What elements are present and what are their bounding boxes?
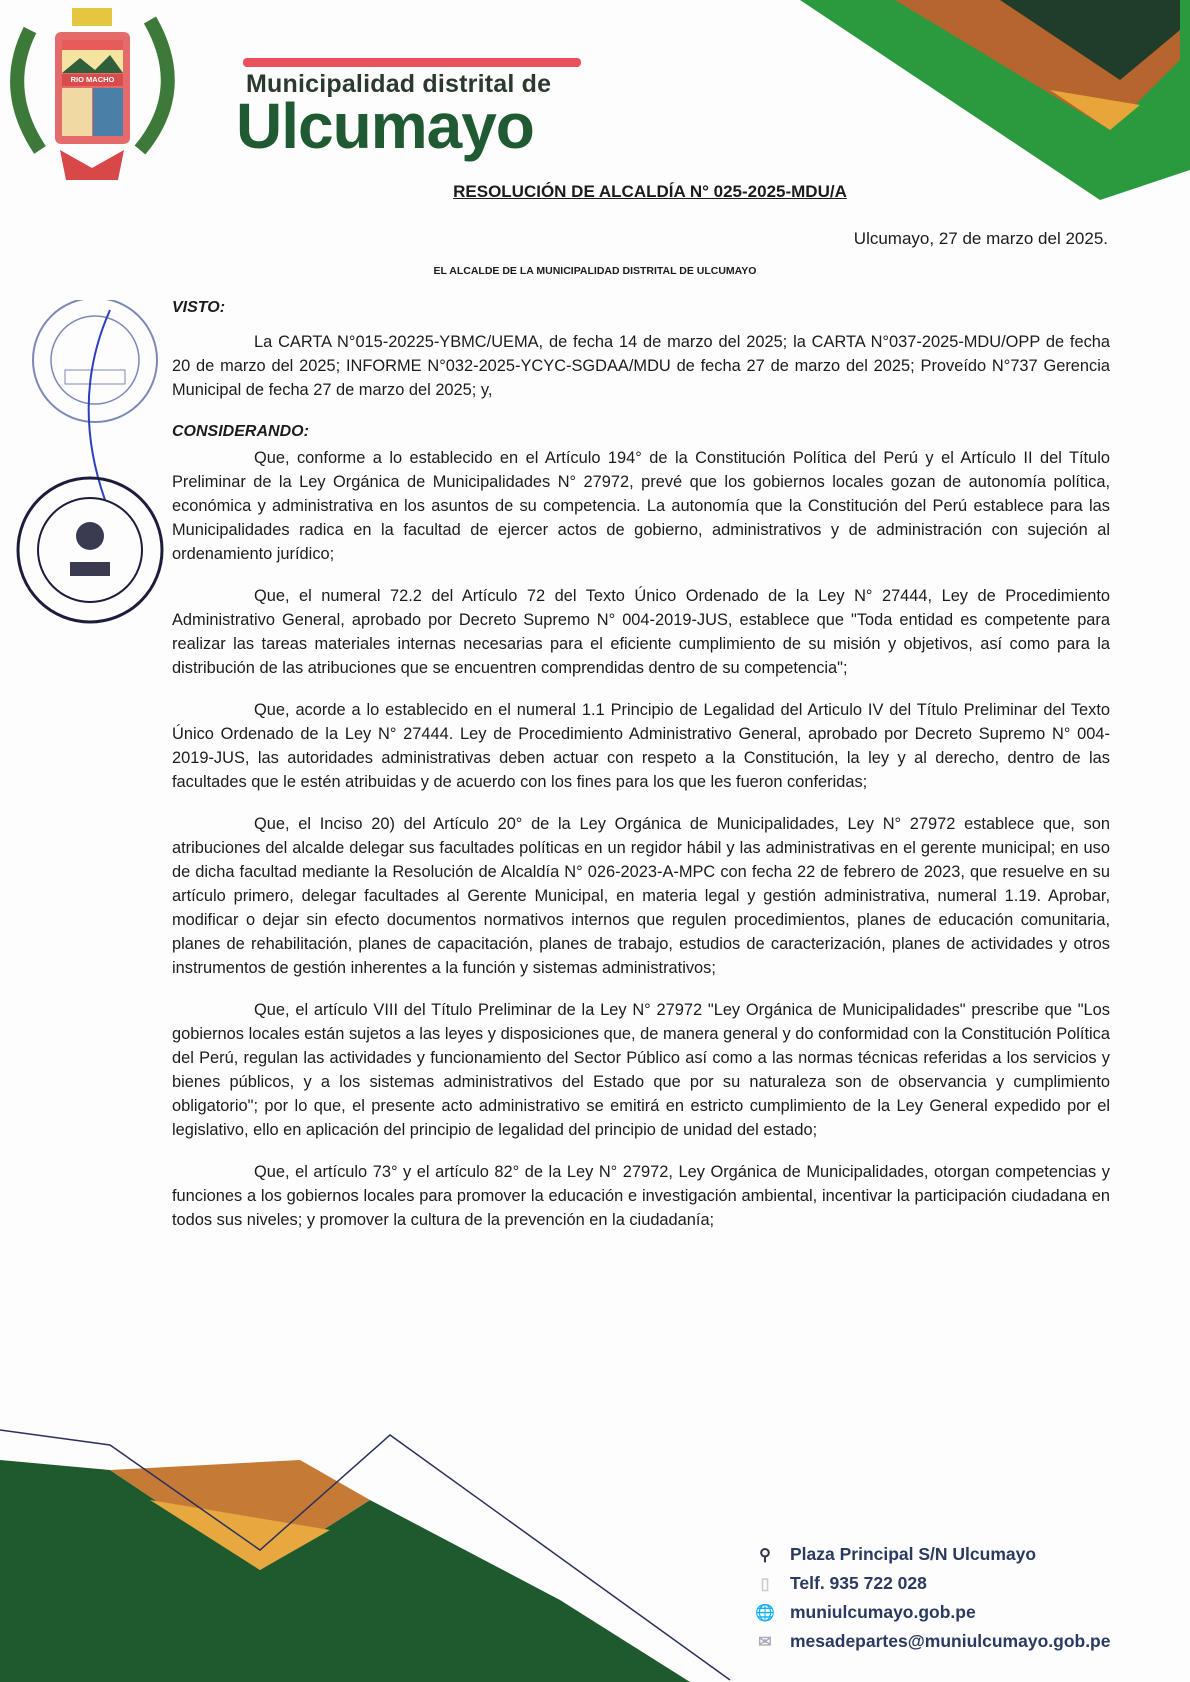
municipal-crest-logo: [0, 0, 185, 185]
visto-heading: VISTO:: [172, 299, 226, 316]
website-link[interactable]: muniulcumayo.gob.pe: [790, 1602, 976, 1622]
resolution-title: RESOLUCIÓN DE ALCALDÍA N° 025-2025-MDU/A: [453, 182, 847, 201]
considerando-paragraph: Que, el numeral 72.2 del Artículo 72 del Texto Único Ordenado de la Ley N° 27444, Ley de Procedimiento Administrativo General, aprobado por Decreto Supremo N° 004-2019-JUS, establece que "Toda entidad es competente para realizar las tareas materiales internas necesarias para el eficiente cumplimiento de su misión y objetivos, así como para la distribución de las atribuciones que se encuentren comprendidas dentro de su competencia";: [172, 587, 1110, 677]
footer-contacts: [754, 1540, 1110, 1656]
considerando-paragraph: Que, acorde a lo establecido en el numeral 1.1 Principio de Legalidad del Articulo IV del Título Preliminar del Texto Único Ordenado de la Ley N° 27444. Ley de Procedimiento Administrativo General, aprobado por Decreto Supremo N° 004-2019-JUS, las autoridades administrativas deben actuar con respeto a la Constitución, la ley y al derecho, dentro de las facultades que le estén atribuidas y de acuerdo con los fines para los que les fueron conferidas;: [172, 701, 1110, 791]
considerando-heading: CONSIDERANDO:: [172, 423, 309, 440]
municipality-subtitle: Municipalidad distrital de: [246, 70, 552, 98]
phone-text: Telf. 935 722 028: [790, 1573, 927, 1593]
considerando-paragraph: Que, conforme a lo establecido en el Artículo 194° de la Constitución Política del Perú y el Artículo II del Título Preliminar de la Ley Orgánica de Municipalidades N° 27972, prevé que los gobiernos locales gozan de autonomía política, económica y administrativa en los asuntos de su competencia. La autonomía que la Constitución del Perú establece para las Municipalidades radica en la facultad de ejercer actos de gobierno, administrativos y de administración con sujeción al ordenamiento jurídico;: [172, 449, 1110, 563]
email-link[interactable]: mesadepartes@muniulcumayo.gob.pe: [790, 1631, 1111, 1651]
address-text: Plaza Principal S/N Ulcumayo: [790, 1544, 1037, 1564]
mail-icon: ✉: [758, 1633, 772, 1651]
considerando-paragraph: Que, el Inciso 20) del Artículo 20° de la Ley Orgánica de Municipalidades, Ley N° 27972 establece que, son atribuciones del alcalde delegar sus facultades políticas en un regidor hábil y las administrativas en el gerente municipal; en uso de dicha facultad mediante la Resolución de Alcaldía N° 026-2023-A-MPC con fecha 22 de febrero de 2023, que resuelve en su artículo primero, delegar facultades al Gerente Municipal, en materia legal y gestión administrativa, numeral 1.19. Aprobar, modificar o dejar sin efecto documentos normativos internos que regulen procedimientos, planes de educación comunitaria, planes de rehabilitación, planes de capacitación, planes de trabajo, estudios de caracterización, planes de actividades y otros instrumentos de gestión inherentes a la función y sistemas administrativos;: [172, 815, 1110, 977]
visto-paragraph: La CARTA N°015-20225-YBMC/UEMA, de fecha 14 de marzo del 2025; la CARTA N°037-2025-MDU/OPP de fecha 20 de marzo del 2025; INFORME N°032-2025-YCYC-SGDAA/MDU de fecha 27 de marzo del 2025; Proveído N°737 Gerencia Municipal de fecha 27 de marzo del 2025; y,: [172, 333, 1110, 399]
contact-email[interactable]: [754, 1627, 1110, 1656]
globe-icon: 🌐: [755, 1604, 775, 1622]
location-pin-icon: ⚲: [759, 1546, 771, 1564]
issuer-heading: EL ALCALDE DE LA MUNICIPALIDAD DISTRITAL DE ULCUMAYO: [433, 265, 757, 277]
crest-banner-text: RIO MACHO: [70, 75, 115, 84]
considerando-paragraph: Que, el artículo 73° y el artículo 82° de la Ley N° 27972, Ley Orgánica de Municipalidades, otorgan competencias y funciones a los gobiernos locales para promover la educación e investigación ambiental, incentivar la participación ciudadana en todos sus niveles; y promover la cultura de la prevención en la ciudadanía;: [172, 1163, 1110, 1229]
contact-phone: [754, 1569, 1110, 1598]
footer-decoration: [0, 1350, 760, 1682]
considerando-paragraph: Que, el artículo VIII del Título Preliminar de la Ley N° 27972 "Ley Orgánica de Municipalidades" prescribe que "Los gobiernos locales están sujetos a las leyes y disposiciones que, de manera general y do conformidad con la Constitución Política del Perú, regulan las actividades y funcionamiento del Sector Público así como a las normas técnicas referidas a los servicios y bienes públicos, y a los sistemas administrativos del Estado que por su naturaleza son de observancia y cumplimiento obligatorio"; por lo que, el presente acto administrativo se emitirá en estricto cumplimiento de la Ley General expedido por el legislativo, ello en aplicación del principio de legalidad del principio de unidad del estado;: [172, 1001, 1110, 1139]
header-corner-decoration: [800, 0, 1190, 200]
contact-website[interactable]: [754, 1598, 1110, 1627]
header-red-bar: [243, 58, 581, 67]
municipality-name: Ulcumayo: [236, 90, 534, 162]
phone-icon: ▯: [760, 1575, 770, 1593]
resolution-date: Ulcumayo, 27 de marzo del 2025.: [853, 229, 1108, 248]
contact-address: [754, 1540, 1110, 1569]
document-body: [172, 296, 1110, 1232]
official-stamps: [10, 300, 170, 650]
